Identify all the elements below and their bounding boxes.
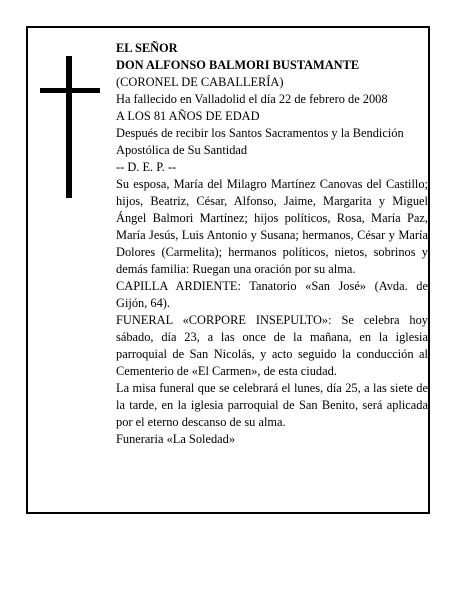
notice-title: EL SEÑOR	[116, 41, 178, 55]
cross-vertical-bar	[66, 56, 72, 198]
deceased-name: DON ALFONSO BALMORI BUSTAMANTE	[116, 58, 360, 72]
chapel-text: CAPILLA ARDIENTE: Tanatorio «San José» (Avda. de Gijón, 64).	[116, 279, 428, 310]
mass-text: La misa funeral que se celebrará el lunes, día 25, a las siete de la tarde, en la iglesia parroquial de San Benito, será aplicada por el eterno descanso de su alma.	[116, 381, 428, 429]
death-statement: Ha fallecido en Valladolid el día 22 de febrero de 2008	[116, 92, 388, 106]
cross-horizontal-bar	[40, 88, 100, 93]
sacraments-text: Después de recibir los Santos Sacramentos y la Bendición Apostólica de Su Santidad	[116, 126, 404, 157]
cross-icon	[40, 56, 100, 198]
rip-text: -- D. E. P. --	[116, 160, 177, 174]
funeral-text: FUNERAL «CORPORE INSEPULTO»: Se celebra hoy sábado, día 23, a las once de la mañana, en la iglesia parroquial de San Nicolás, y acto seguido la conducción al Cementerio de «El Carmen», de esta ciudad.	[116, 313, 428, 378]
notice-text	[116, 40, 428, 448]
age-statement: A LOS 81 AÑOS DE EDAD	[116, 109, 260, 123]
obituary-notice	[26, 26, 430, 514]
family-text: Su esposa, María del Milagro Martínez Canovas del Castillo; hijos, Beatriz, César, Alfonso, Jaime, Margarita y Miguel Ángel Balmori Martínez; hijos políticos, Rosa, María Paz, María Jesús, Luis Antonio y Susana; hermanos, César y María Dolores (Carmelita); hermanos políticos, nietos, sobrinos y demás familia: Ruegan una oración por su alma.	[116, 177, 428, 276]
funeral-home-text: Funeraria «La Soledad»	[116, 432, 236, 446]
deceased-rank: (CORONEL DE CABALLERÍA)	[116, 75, 284, 89]
